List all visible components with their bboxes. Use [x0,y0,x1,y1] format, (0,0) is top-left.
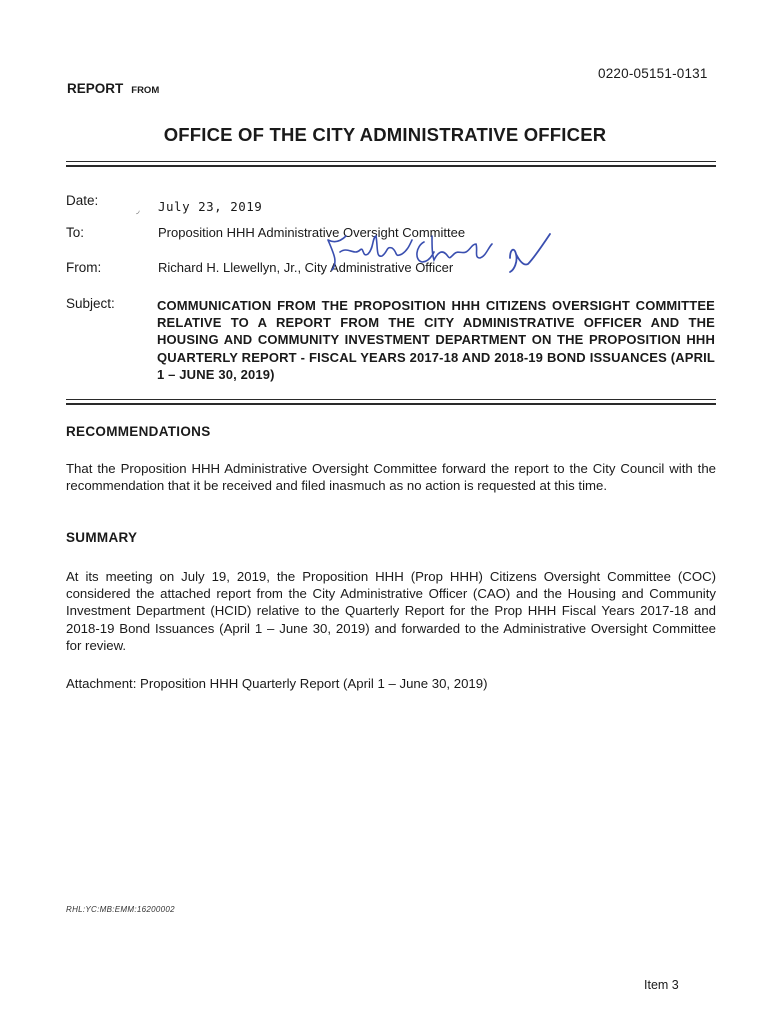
to-value: Proposition HHH Administrative Oversight Committee [158,225,466,240]
approval-check-icon [504,228,554,276]
subject-divider-thin [66,399,716,400]
stamp-mark: ◞ [136,205,140,215]
header-divider-thin [66,161,716,162]
from-field-label: From: [66,260,102,275]
recommendations-heading: RECOMMENDATIONS [66,424,211,439]
handwritten-signature [320,232,500,274]
office-title: OFFICE OF THE CITY ADMINISTRATIVE OFFICER [163,124,607,145]
report-label: REPORT [67,81,124,96]
subject-label: Subject: [66,296,115,311]
to-label: To: [66,225,85,240]
subject-divider-thick [66,403,716,405]
report-from-line [67,81,159,96]
attachment-line: Attachment: Proposition HHH Quarterly Report (April 1 – June 30, 2019) [66,676,488,691]
summary-text: At its meeting on July 19, 2019, the Proposition HHH (Prop HHH) Citizens Oversight Committee (COC) considered the attached report from the City Administrative Officer (CAO) and the Housing and Community Investment Department (HCID) relative to the Quarterly Report for the Prop HHH Fiscal Years 2017-18 and 2018-19 Bond Issuances (April 1 – June 30, 2019) and forwarded to the Administrative Oversight Committee for review. [66,569,716,653]
summary-heading: SUMMARY [66,530,138,545]
from-value: Richard H. Llewellyn, Jr., City Administrative Officer [158,260,454,275]
header-divider-thick [66,165,716,167]
recommendations-text: That the Proposition HHH Administrative Oversight Committee forward the report to the City Council with the recommendation that it be received and filed inasmuch as no action is requested at this time. [66,461,716,494]
date-label: Date: [66,193,99,208]
reference-initials: RHL:YC:MB:EMM:16200002 [66,905,175,914]
item-number: Item 3 [644,978,679,992]
from-label: FROM [131,85,160,96]
subject-value: COMMUNICATION FROM THE PROPOSITION HHH CITIZENS OVERSIGHT COMMITTEE RELATIVE TO A REPORT FROM THE CITY ADMINISTRATIVE OFFICER AND THE HOUSING AND COMMUNITY INVESTMENT DEPARTMENT ON THE PROPOSITION HHH QUARTERLY REPORT - FISCAL YEARS 2017-18 AND 2018-19 BOND ISSUANCES (APRIL 1 – JUNE 30, 2019) [157,298,715,382]
date-value: July 23, 2019 [158,199,263,214]
document-number: 0220-05151-0131 [598,66,708,81]
